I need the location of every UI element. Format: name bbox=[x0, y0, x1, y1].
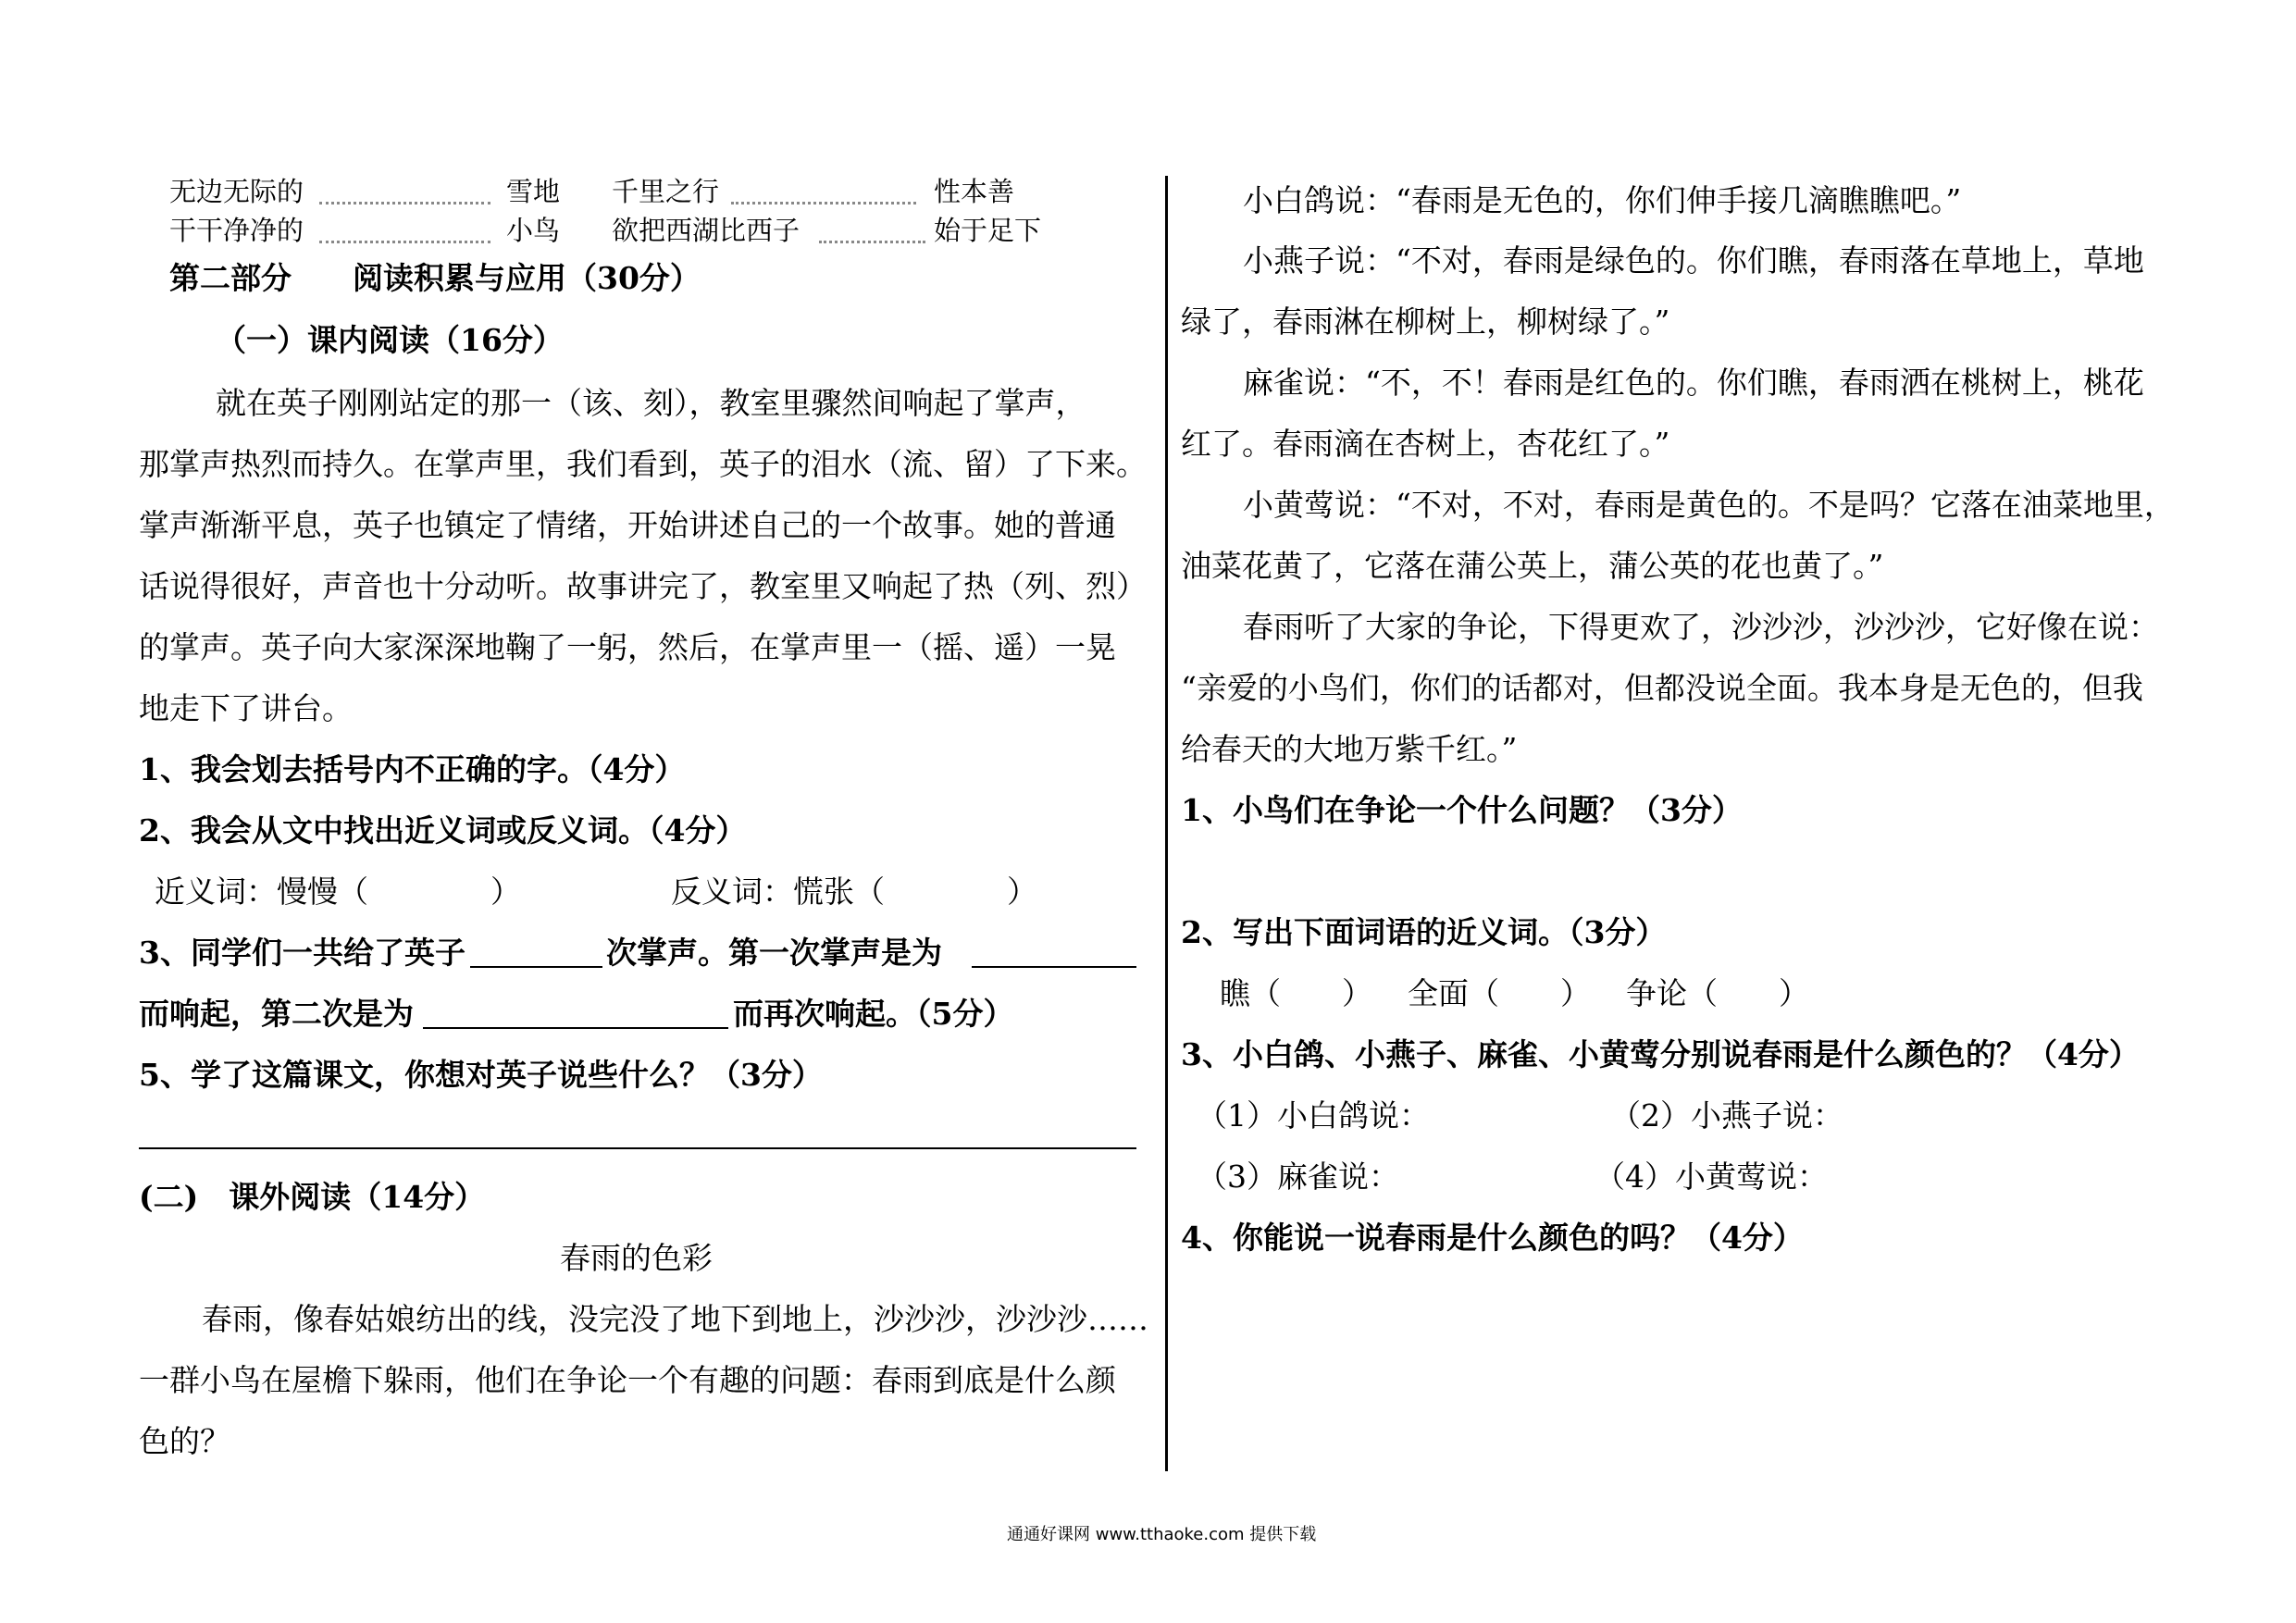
fill-row-1-blank-a bbox=[319, 202, 490, 204]
section2-title: (二) 课外阅读（14分） bbox=[139, 1179, 486, 1215]
story-line: 红了。春雨滴在杏树上，杏花红了。” bbox=[1181, 426, 1670, 462]
story-question-4: 4、你能说一说春雨是什么颜色的吗？（4分） bbox=[1181, 1220, 1804, 1256]
fill-row-1-blank-c bbox=[731, 202, 916, 204]
passage1-line: 就在英子刚刚站定的那一（该、刻），教室里骤然间响起了掌声， bbox=[216, 385, 1086, 421]
story-line: 一群小鸟在屋檐下躲雨，他们在争论一个有趣的问题：春雨到底是什么颜 bbox=[139, 1362, 1116, 1398]
fill-row-2-blank-a bbox=[319, 241, 490, 243]
story-line: 给春天的大地万紫千红。” bbox=[1181, 731, 1518, 767]
question-3-part4: 而再次响起。（5分） bbox=[733, 996, 1014, 1032]
q2-word: 争论（ ） bbox=[1626, 975, 1809, 1011]
part2-title: 第二部分 阅读积累与应用（30分） bbox=[169, 260, 701, 296]
story-line: 小燕子说：“不对，春雨是绿色的。你们瞧，春雨落在草地上，草地 bbox=[1243, 242, 2144, 279]
story-line: 麻雀说：“不，不！春雨是红色的。你们瞧，春雨洒在桃树上，桃花 bbox=[1243, 365, 2144, 401]
fill-row-1-b: 雪地 bbox=[506, 176, 561, 207]
story-question-3: 3、小白鸽、小燕子、麻雀、小黄莺分别说春雨是什么颜色的？（4分） bbox=[1181, 1036, 2140, 1072]
story-line: 小黄莺说：“不对，不对，春雨是黄色的。不是吗？它落在油菜地里， bbox=[1243, 487, 2175, 523]
q3-blank-first[interactable] bbox=[972, 938, 1136, 968]
q3-blank-second[interactable] bbox=[423, 999, 728, 1029]
question-1: 1、我会划去括号内不正确的字。（4分） bbox=[139, 751, 686, 787]
passage1-line: 的掌声。英子向大家深深地鞠了一躬，然后，在掌声里一（摇、遥）一晃 bbox=[139, 629, 1116, 665]
q3-item: （4）小黄莺说： bbox=[1595, 1158, 1828, 1195]
question-3-part3: 而响起，第二次是为 bbox=[139, 996, 414, 1032]
passage1-line: 掌声渐渐平息，英子也镇定了情绪，开始讲述自己的一个故事。她的普通 bbox=[139, 507, 1116, 543]
story-line: 小白鸽说：“春雨是无色的，你们伸手接几滴瞧瞧吧。” bbox=[1243, 182, 1962, 218]
footer-credit: 通通好课网 www.tthaoke.com 提供下载 bbox=[1007, 1525, 1317, 1544]
q3-item: （1）小白鸽说： bbox=[1197, 1097, 1430, 1134]
q2-word: 全面（ ） bbox=[1408, 975, 1591, 1011]
fill-row-1-a: 无边无际的 bbox=[169, 176, 304, 207]
q2-synonym: 近义词：慢慢（ ） bbox=[155, 873, 521, 910]
answer-line[interactable] bbox=[139, 1147, 1136, 1149]
fill-row-2-a: 干干净净的 bbox=[169, 215, 304, 246]
story-line: 色的？ bbox=[139, 1423, 230, 1459]
story-title: 春雨的色彩 bbox=[560, 1240, 713, 1276]
q3-item: （2）小燕子说： bbox=[1610, 1097, 1843, 1134]
q2-antonym: 反义词：慌张（ ） bbox=[671, 873, 1037, 910]
story-question-2: 2、写出下面词语的近义词。（3分） bbox=[1181, 914, 1667, 950]
q3-item: （3）麻雀说： bbox=[1197, 1158, 1399, 1195]
passage1-line: 话说得很好，声音也十分动听。故事讲完了，教室里又响起了热（列、烈） bbox=[139, 568, 1147, 604]
question-3-part1: 3、同学们一共给了英子 bbox=[139, 935, 465, 971]
fill-row-1-d: 性本善 bbox=[934, 176, 1015, 207]
story-line: 春雨，像春姑娘纺出的线，没完没了地下到地上，沙沙沙，沙沙沙…… bbox=[202, 1301, 1148, 1337]
section1-title: （一）课内阅读（16分） bbox=[216, 322, 564, 358]
story-line: “亲爱的小鸟们，你们的话都对，但都没说全面。我本身是无色的，但我 bbox=[1181, 670, 2143, 706]
question-2: 2、我会从文中找出近义词或反义词。（4分） bbox=[139, 812, 747, 849]
passage1-line: 地走下了讲台。 bbox=[139, 690, 353, 726]
fill-row-1-c: 千里之行 bbox=[612, 176, 720, 207]
passage1-line: 那掌声热烈而持久。在掌声里，我们看到，英子的泪水（流、留）了下来。 bbox=[139, 446, 1147, 482]
story-line: 春雨听了大家的争论，下得更欢了，沙沙沙，沙沙沙，它好像在说： bbox=[1243, 609, 2159, 645]
question-3-part2: 次掌声。第一次掌声是为 bbox=[606, 935, 942, 971]
story-line: 油菜花黄了，它落在蒲公英上，蒲公英的花也黄了。” bbox=[1181, 548, 1884, 584]
fill-row-2-c: 欲把西湖比西子 bbox=[612, 215, 800, 246]
fill-row-2-d: 始于足下 bbox=[934, 215, 1042, 246]
column-divider bbox=[1165, 176, 1168, 1471]
fill-row-2-blank-c bbox=[819, 241, 925, 243]
q3-blank-count[interactable] bbox=[470, 938, 602, 968]
story-line: 绿了，春雨淋在柳树上，柳树绿了。” bbox=[1181, 304, 1670, 340]
q2-word: 瞧（ ） bbox=[1220, 975, 1372, 1011]
question-5: 5、学了这篇课文，你想对英子说些什么？（3分） bbox=[139, 1057, 823, 1093]
story-question-1: 1、小鸟们在争论一个什么问题？（3分） bbox=[1181, 792, 1743, 828]
fill-row-2-b: 小鸟 bbox=[506, 215, 561, 246]
